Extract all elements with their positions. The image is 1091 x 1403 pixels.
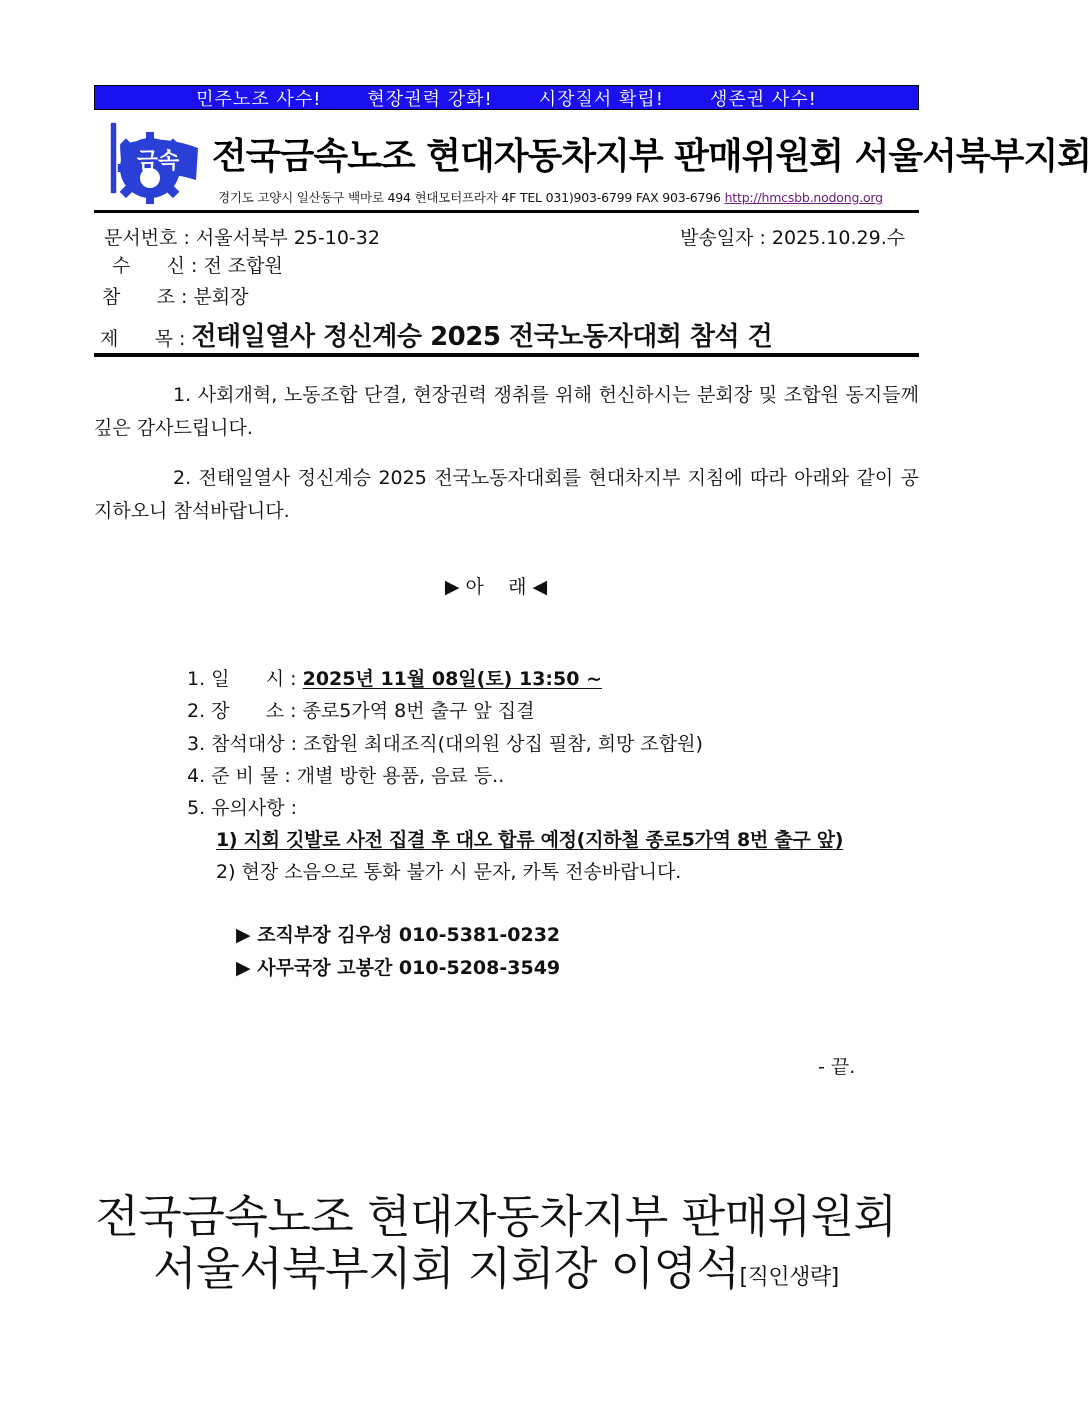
website-link[interactable]: http://hmcsbb.nodong.org	[724, 190, 883, 205]
slogan-3: 시장질서 확립!	[538, 88, 664, 110]
detail-label: 3. 참석대상 :	[187, 733, 304, 755]
recipient	[112, 251, 283, 278]
detail-value: 종로5가역 8번 출구 앞 집결	[302, 700, 535, 722]
detail-label: 1. 일 시 :	[187, 668, 303, 690]
reference-value: 분회장	[193, 286, 249, 308]
slogan-1: 민주노조 사수!	[196, 88, 322, 110]
detail-attendees	[187, 729, 703, 756]
header-divider	[94, 210, 919, 213]
seal-note: [직인생략]	[739, 1265, 839, 1290]
reference-label: 참 조 :	[102, 286, 194, 308]
detail-notes	[187, 793, 303, 820]
end-mark: - 끝.	[818, 1056, 856, 1078]
detail-label: 4. 준 비 물 :	[187, 765, 297, 787]
subject-label: 제 목 :	[100, 328, 192, 350]
note-2: 2) 현장 소음으로 통화 불가 시 문자, 카톡 전송바랍니다.	[216, 861, 682, 883]
reference	[102, 282, 249, 309]
logo-text: 금속	[136, 149, 180, 174]
detail-place	[187, 696, 534, 723]
address-text: 경기도 고양시 일산동구 백마로 494 현대모터프라자 4F TEL 031)903-6799 FAX 903-6796	[218, 190, 721, 205]
detail-value: 2025년 11월 08일(토) 13:50 ~	[302, 668, 602, 690]
slogan-bar	[94, 85, 919, 110]
signature-line	[0, 1232, 992, 1297]
paragraph-2: 2. 전태일열사 정신계승 2025 전국노동자대회를 현대차지부 지침에 따라 아래와 같이 공지하오니 참석바랍니다.	[94, 467, 919, 522]
recipient-value: 전 조합원	[203, 255, 283, 277]
subject-value: 전태일열사 정신계승 2025 전국노동자대회 참석 건	[191, 322, 773, 352]
address-line	[218, 188, 883, 206]
detail-label: 5. 유의사항 :	[187, 797, 304, 819]
doc-number	[104, 223, 380, 250]
signature-org: 전국금속노조 현대자동차지부 판매위원회	[95, 1190, 897, 1243]
detail-date	[187, 664, 602, 691]
slogan-2: 현장권력 강화!	[367, 88, 493, 110]
contact-2: ▶ 사무국장 고봉간 010-5208-3549	[236, 957, 561, 979]
detail-supplies	[187, 761, 504, 788]
doc-number-value: 서울서북부 25-10-32	[195, 227, 380, 249]
below-heading: ▶ 아 래 ◀	[444, 576, 548, 598]
union-logo-icon	[100, 118, 204, 204]
signature-name: 서울서북부지회 지회장 이영석	[153, 1242, 740, 1295]
subject-divider	[94, 353, 919, 357]
note-1: 1) 지회 깃발로 사전 집결 후 대오 합류 예정(지하철 종로5가역 8번 출구 앞)	[216, 829, 844, 851]
send-date	[680, 223, 905, 250]
recipient-label: 수 신 :	[112, 255, 204, 277]
send-date-value: 2025.10.29.수	[771, 227, 906, 249]
detail-label: 2. 장 소 :	[187, 700, 303, 722]
doc-number-label: 문서번호 :	[104, 227, 196, 249]
slogan-4: 생존권 사수!	[709, 88, 817, 110]
subject	[100, 316, 772, 353]
paragraph-1: 1. 사회개혁, 노동조합 단결, 현장권력 쟁취를 위해 헌신하시는 분회장 및 조합원 동지들께 깊은 감사드립니다.	[94, 384, 919, 439]
detail-value: 조합원 최대조직(대의원 상집 필참, 희망 조합원)	[303, 733, 703, 755]
contact-1: ▶ 조직부장 김우성 010-5381-0232	[236, 924, 561, 946]
org-title: 전국금속노조 현대자동차지부 판매위원회 서울서북부지회	[212, 136, 1091, 177]
send-date-label: 발송일자 :	[680, 227, 772, 249]
detail-value: 개별 방한 용품, 음료 등..	[296, 765, 505, 787]
